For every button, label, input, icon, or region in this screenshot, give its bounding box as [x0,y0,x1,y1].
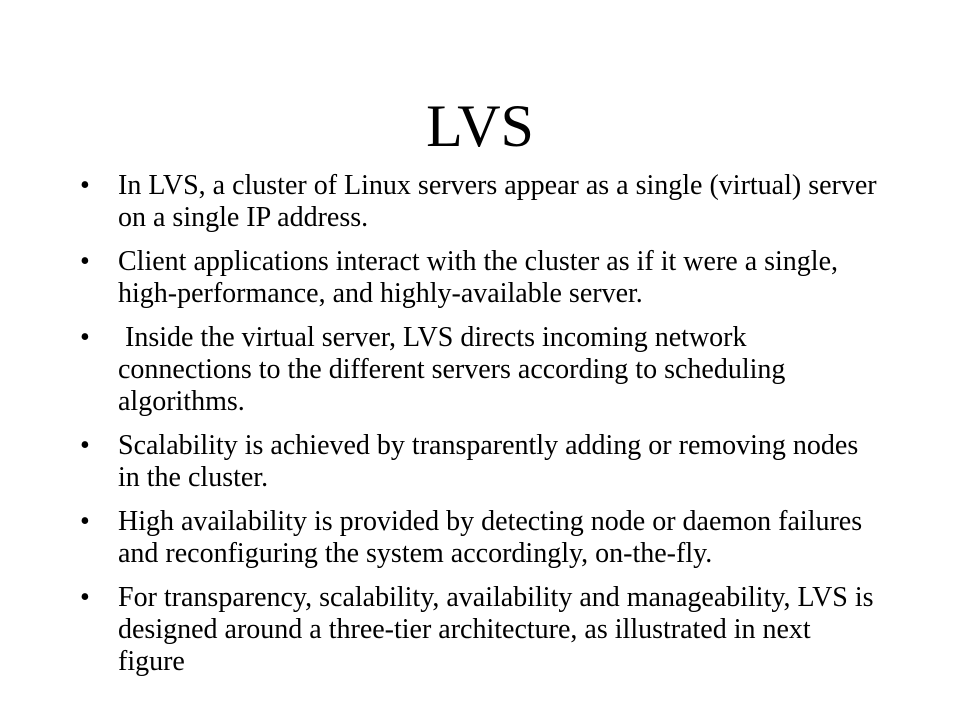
bullet-item [80,506,880,570]
bullet-item [80,246,880,310]
bullet-marker: • [80,506,90,537]
bullet-list [80,170,884,690]
bullet-marker: • [80,322,90,353]
bullet-text: Scalability is achieved by transparently adding or removing nodes in the cluster. [118,430,866,493]
bullet-text: In LVS, a cluster of Linux servers appear as a single (virtual) server on a single IP address. [118,170,884,233]
bullet-text: Inside the virtual server, LVS directs incoming network connections to the different servers according to scheduling algorithms. [118,322,793,417]
bullet-marker: • [80,582,90,613]
bullet-text: For transparency, scalability, availability and manageability, LVS is designed around a three-tier architecture, as illustrated in next figure [118,582,881,677]
bullet-item [80,582,880,678]
bullet-marker: • [80,170,90,201]
bullet-item [80,322,880,418]
bullet-item [80,170,884,234]
slide-title: LVS [426,93,534,159]
bullet-item [80,430,880,494]
bullet-text: Client applications interact with the cluster as if it were a single, high-performance, and highly-available server. [118,246,846,309]
bullet-marker: • [80,430,90,461]
bullet-marker: • [80,246,90,277]
bullet-text: High availability is provided by detecting node or daemon failures and reconfiguring the system accordingly, on-the-fly. [118,506,870,569]
